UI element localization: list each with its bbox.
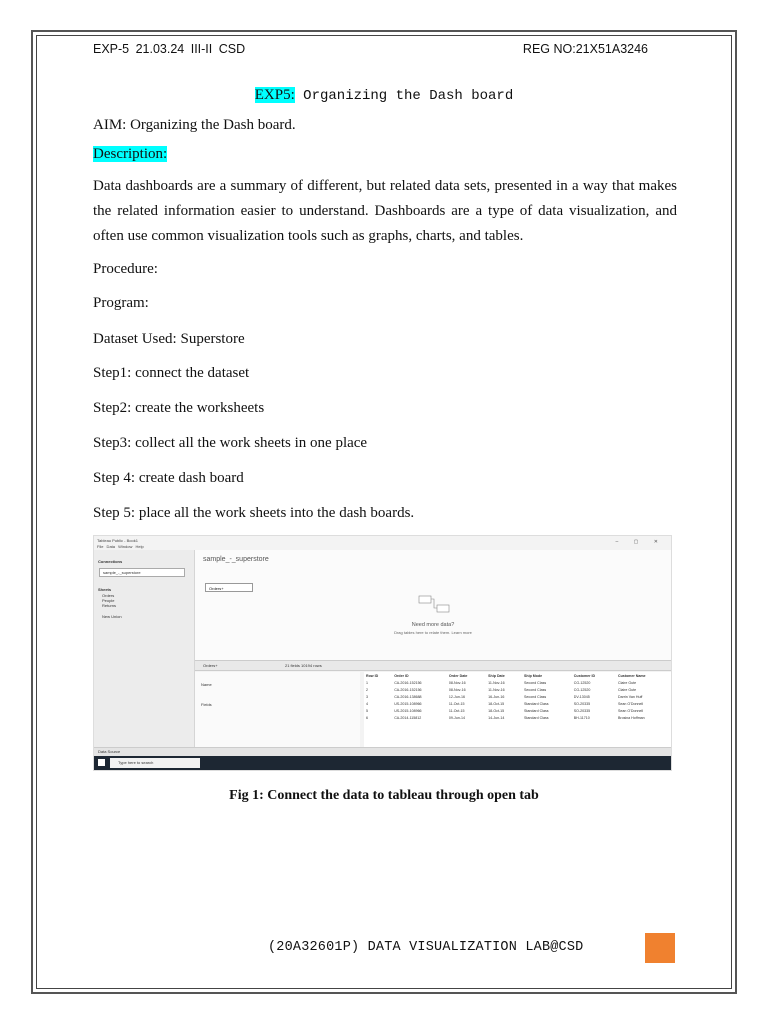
procedure-heading: Procedure: [93,261,158,277]
windows-start-icon [98,759,105,766]
bar-table-name: Orders+ [203,663,218,668]
table-row: 6 CA-2014-115812 09-Jun-14 14-Jun-14 Standard Class BH-11710 Brosina Hoffman [366,715,645,720]
sheet-orders: Orders [102,593,115,598]
description-paragraph: Data dashboards are a summary of different, but related data sets, presented in a way that makes the related information easier to understand. Dashboards are a type of data visualization, and often use common visualization tools such as graphs, charts, and tables. [93,178,677,244]
figure-caption: Fig 1: Connect the data to tableau through open tab [229,788,539,803]
sheets-label: Sheets [98,587,112,592]
footer-orange-box [645,933,675,963]
title-highlight: EXP5: [254,87,295,103]
window-title: Tableau Public - Book1 [97,538,138,543]
program-heading: Program: [93,295,149,311]
dataset-line: Dataset Used: Superstore [93,331,245,347]
data-source-tab: Data Source [98,749,121,754]
metadata-panel [195,672,360,754]
bottom-tab-bar [94,747,671,756]
taskbar-search: Type here to search [110,758,200,768]
page-title [0,87,768,104]
step-2: Step2: create the worksheets [93,400,265,416]
need-more-data: Need more data? [411,622,455,628]
new-union: New Union [102,614,122,619]
grid-header-row: Row ID Order ID Order Date Ship Date Ship Mode Customer ID Customer Name [366,673,646,678]
meta-fields-label: Fields [201,702,212,707]
table-row: 5 US-2015-108966 11-Oct-15 18-Oct-15 Standard Class SO-20335 Sean O'Donnell [366,708,644,713]
table-bar [195,660,671,671]
bar-fields: 21 fields 10194 rows [285,663,322,668]
window-controls: – ▢ ✕ [615,539,665,545]
canvas-area [195,550,671,660]
table-chip: Orders+ [205,583,253,592]
meta-name-label: Name [201,682,212,687]
footer-text: (20A32601P) DATA VISUALIZATION LAB@CSD [268,940,584,955]
table-row: 1 CA-2016-152156 08-Nov-16 11-Nov-16 Second Class CG-12520 Claire Gute [366,680,637,685]
sheet-returns: Returns [102,603,117,608]
table-row: 2 CA-2016-152156 08-Nov-16 11-Nov-16 Second Class CG-12520 Claire Gute [366,687,637,692]
connection-item: sample_-_superstore [99,568,185,577]
data-grid [364,672,671,754]
relate-icon [418,595,452,615]
connections-label: Connections [98,559,123,564]
step-3: Step3: collect all the work sheets in one place [93,435,368,451]
step-1: Step1: connect the dataset [93,365,250,381]
table-row: 3 CA-2016-138688 12-Jun-16 16-Jun-16 Second Class DV-13045 Darrin Van Huff [366,694,643,699]
header-left: EXP-5 21.03.24 III-II CSD [93,42,246,56]
tableau-screenshot [93,535,672,771]
sheet-people: People [102,598,115,603]
step-5: Step 5: place all the work sheets into the dash boards. [93,505,415,521]
left-panel [94,550,195,756]
step-4: Step 4: create dash board [93,470,244,486]
header-right: REG NO:21X51A3246 [522,42,648,56]
datasource-name: sample_-_superstore [203,556,269,563]
windows-taskbar [94,756,671,770]
description-label: Description: [93,146,168,162]
title-rest: Organizing the Dash board [294,88,514,104]
drag-hint: Drag tables here to relate them. Learn more [394,630,472,635]
menu-bar: File Data Window Help [97,544,144,549]
table-row: 4 US-2015-108966 11-Oct-15 18-Oct-15 Standard Class SO-20335 Sean O'Donnell [366,701,644,706]
aim-line: AIM: Organizing the Dash board. [93,117,296,133]
